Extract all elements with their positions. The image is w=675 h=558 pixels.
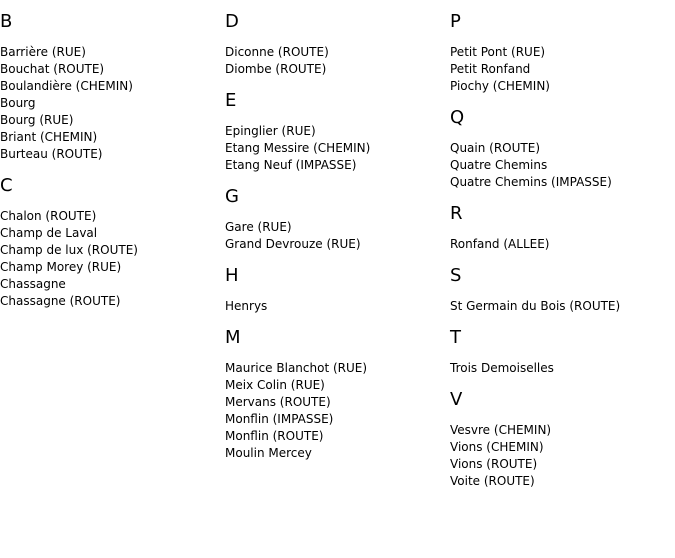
- street-item[interactable]: Chalon (ROUTE): [0, 209, 97, 223]
- street-item[interactable]: Champ Morey (RUE): [0, 260, 122, 274]
- street-list: [450, 360, 675, 377]
- street-index-column-1: [0, 12, 224, 310]
- letter-group: [450, 266, 675, 315]
- street-item[interactable]: Voite (ROUTE): [450, 474, 535, 488]
- letter-heading: E: [225, 90, 237, 111]
- street-item[interactable]: Briant (CHEMIN): [0, 130, 98, 144]
- street-index-column-2: [225, 12, 449, 462]
- street-item[interactable]: Petit Pont (RUE): [450, 45, 546, 59]
- street-item[interactable]: Etang Messire (CHEMIN): [225, 141, 371, 155]
- street-item[interactable]: Boulandière (CHEMIN): [0, 79, 133, 93]
- letter-heading: B: [0, 11, 13, 32]
- letter-heading: H: [225, 265, 239, 286]
- street-item[interactable]: Chassagne: [0, 277, 66, 291]
- letter-heading: R: [450, 203, 463, 224]
- street-item[interactable]: Bourg: [0, 96, 36, 110]
- letter-group: [225, 187, 449, 253]
- street-item[interactable]: Chassagne (ROUTE): [0, 294, 121, 308]
- letter-group: [450, 12, 675, 95]
- letter-heading: G: [225, 186, 239, 207]
- street-item[interactable]: Henrys: [225, 299, 268, 313]
- letter-heading: D: [225, 11, 239, 32]
- street-item[interactable]: Bourg (RUE): [0, 113, 74, 127]
- street-item[interactable]: Champ de lux (ROUTE): [0, 243, 138, 257]
- letter-group: [0, 12, 224, 163]
- letter-group: [225, 266, 449, 315]
- street-item[interactable]: Epinglier (RUE): [225, 124, 316, 138]
- letter-group: [0, 176, 224, 310]
- street-list: [0, 208, 224, 310]
- letter-group: [450, 204, 675, 253]
- street-item[interactable]: Piochy (CHEMIN): [450, 79, 550, 93]
- street-item[interactable]: Trois Demoiselles: [450, 361, 554, 375]
- street-list: [450, 236, 675, 253]
- street-item[interactable]: Bouchat (ROUTE): [0, 62, 105, 76]
- street-item[interactable]: Barrière (RUE): [0, 45, 86, 59]
- letter-heading: Q: [450, 107, 465, 128]
- street-list: [450, 44, 675, 95]
- street-item[interactable]: Moulin Mercey: [225, 446, 312, 460]
- street-item[interactable]: Champ de Laval: [0, 226, 98, 240]
- street-item[interactable]: Burteau (ROUTE): [0, 147, 103, 161]
- letter-heading: V: [450, 389, 463, 410]
- street-item[interactable]: Grand Devrouze (RUE): [225, 237, 361, 251]
- street-item[interactable]: Petit Ronfand: [450, 62, 531, 76]
- street-item[interactable]: Gare (RUE): [225, 220, 292, 234]
- street-item[interactable]: Maurice Blanchot (RUE): [225, 361, 368, 375]
- street-item[interactable]: Vesvre (CHEMIN): [450, 423, 552, 437]
- street-item[interactable]: Monflin (IMPASSE): [225, 412, 334, 426]
- street-list: [225, 44, 449, 78]
- street-item[interactable]: Vions (ROUTE): [450, 457, 538, 471]
- street-list: [0, 44, 224, 163]
- letter-heading: P: [450, 11, 461, 32]
- street-index-column-3: [450, 12, 675, 490]
- street-item[interactable]: Quatre Chemins (IMPASSE): [450, 175, 612, 189]
- letter-group: [225, 328, 449, 462]
- street-item[interactable]: Mervans (ROUTE): [225, 395, 331, 409]
- street-list: [450, 422, 675, 490]
- street-list: [225, 298, 449, 315]
- street-item[interactable]: Quain (ROUTE): [450, 141, 540, 155]
- street-list: [225, 360, 449, 462]
- street-item[interactable]: Diconne (ROUTE): [225, 45, 329, 59]
- street-item[interactable]: Vions (CHEMIN): [450, 440, 544, 454]
- letter-group: [225, 91, 449, 174]
- street-list: [225, 123, 449, 174]
- street-item[interactable]: Ronfand (ALLEE): [450, 237, 550, 251]
- letter-heading: M: [225, 327, 241, 348]
- street-item[interactable]: Diombe (ROUTE): [225, 62, 327, 76]
- letter-group: [450, 328, 675, 377]
- street-list: [225, 219, 449, 253]
- street-item[interactable]: Meix Colin (RUE): [225, 378, 325, 392]
- letter-heading: S: [450, 265, 462, 286]
- letter-group: [450, 390, 675, 490]
- street-item[interactable]: St Germain du Bois (ROUTE): [450, 299, 621, 313]
- letter-heading: C: [0, 175, 13, 196]
- letter-group: [450, 108, 675, 191]
- street-item[interactable]: Quatre Chemins: [450, 158, 548, 172]
- letter-group: [225, 12, 449, 78]
- letter-heading: T: [450, 327, 461, 348]
- street-item[interactable]: Monflin (ROUTE): [225, 429, 324, 443]
- street-list: [450, 298, 675, 315]
- street-list: [450, 140, 675, 191]
- street-item[interactable]: Etang Neuf (IMPASSE): [225, 158, 357, 172]
